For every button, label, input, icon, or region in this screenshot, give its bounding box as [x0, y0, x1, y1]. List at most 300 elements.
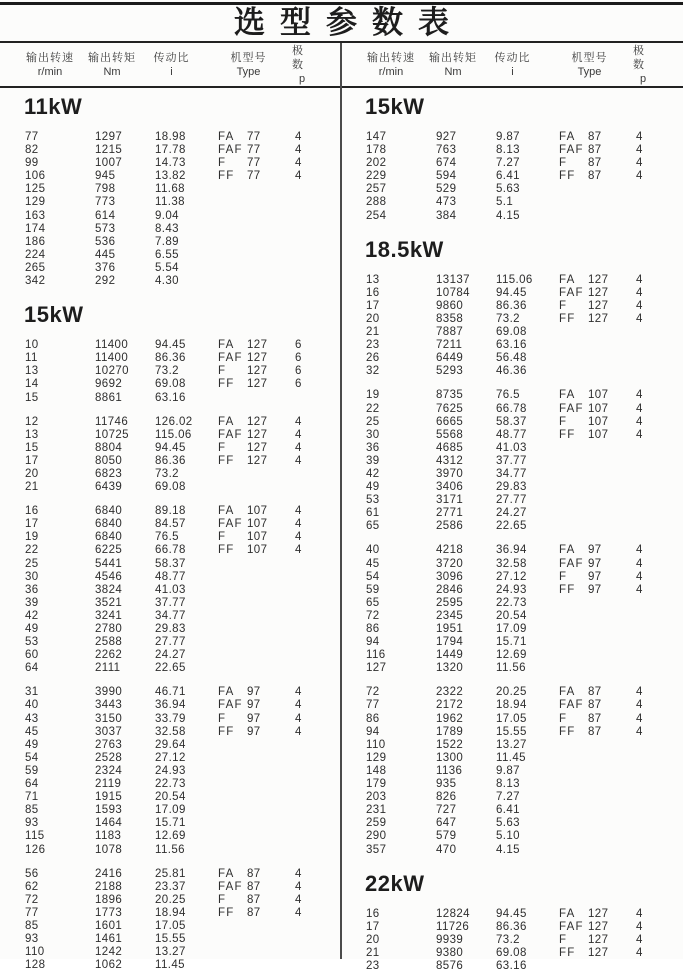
cell-output-speed: 65: [366, 596, 380, 609]
cell-output-torque: 773: [95, 196, 116, 209]
cell-output-torque: 2780: [95, 623, 123, 635]
cell-type: [218, 946, 295, 959]
table-row: [0, 249, 341, 262]
cell-ratio: 36.94: [496, 544, 527, 557]
type-code: [559, 765, 588, 778]
cell-poles: 4: [636, 299, 643, 312]
cell-type: [218, 468, 295, 481]
cell-poles: 4: [295, 505, 302, 518]
cell-type: [559, 507, 636, 520]
cell-output-speed: 65: [366, 520, 380, 533]
cell-poles: 4: [636, 699, 643, 712]
cell-type: [559, 686, 636, 699]
cell-output-torque: 573: [95, 222, 116, 235]
cell-output-speed: 12: [25, 415, 39, 428]
cell-output-speed: 25: [25, 557, 39, 570]
table-row: [0, 713, 341, 726]
cell-ratio: 37.77: [155, 596, 186, 609]
type-size: 127: [247, 428, 268, 441]
cell-output-torque: 1215: [95, 144, 123, 157]
table-row: [341, 274, 683, 287]
type-code: [218, 183, 247, 196]
type-code: FA: [218, 686, 235, 699]
table-row: [341, 726, 683, 739]
table-row: [341, 571, 683, 584]
table-row: [341, 739, 683, 752]
cell-output-torque: 1136: [436, 764, 463, 777]
cell-output-torque: 935: [436, 778, 457, 791]
cell-ratio: 36.94: [155, 699, 186, 712]
cell-output-speed: 49: [366, 481, 380, 494]
cell-type: [218, 804, 295, 817]
cell-type: [559, 183, 636, 196]
header-output-speed: 输出转速 r/min: [26, 52, 74, 78]
cell-type: [559, 520, 636, 533]
cell-type: [218, 544, 295, 557]
cell-type: [218, 455, 295, 468]
table-row: [0, 791, 341, 804]
cell-output-torque: 3720: [436, 557, 464, 570]
cell-type: [218, 558, 295, 571]
cell-ratio: 46.71: [155, 686, 186, 699]
cell-poles: [295, 597, 315, 610]
table-row: [0, 262, 341, 275]
cell-output-torque: 5568: [436, 428, 464, 441]
cell-output-torque: 1522: [436, 738, 464, 751]
cell-ratio: 76.5: [155, 531, 179, 544]
header-ratio: 传动比 i: [153, 52, 190, 78]
type-code: FAF: [559, 699, 584, 712]
table-row: [341, 623, 683, 636]
cell-poles: [295, 920, 315, 933]
cell-type: [218, 339, 295, 352]
cell-output-torque: 4685: [436, 441, 464, 454]
table-row: [0, 223, 341, 236]
cell-poles: [636, 778, 656, 791]
cell-type: [218, 662, 295, 675]
cell-output-speed: 288: [366, 196, 387, 209]
cell-output-torque: 5441: [95, 557, 123, 570]
table-row: [0, 378, 341, 391]
cell-output-speed: 203: [366, 791, 387, 804]
cell-type: [218, 223, 295, 236]
type-code: [559, 636, 588, 649]
cell-output-torque: 8576: [436, 959, 464, 972]
cell-poles: [295, 223, 315, 236]
type-code: FF: [559, 583, 576, 596]
cell-output-speed: 85: [25, 919, 39, 932]
table-row: [341, 830, 683, 843]
cell-output-speed: 32: [366, 365, 380, 378]
table-row: [341, 558, 683, 571]
cell-output-speed: 61: [366, 507, 380, 520]
cell-ratio: 33.79: [155, 712, 186, 725]
cell-output-speed: 15: [25, 441, 39, 454]
cell-poles: [295, 558, 315, 571]
table-row: [341, 662, 683, 675]
cell-ratio: 12.69: [496, 649, 527, 662]
table-row: [341, 339, 683, 352]
cell-output-torque: 8050: [95, 454, 123, 467]
cell-type: [559, 481, 636, 494]
type-code: [559, 830, 588, 843]
table-row: [0, 686, 341, 699]
cell-type: [218, 518, 295, 531]
cell-output-torque: 2322: [436, 686, 464, 699]
cell-output-speed: 82: [25, 144, 39, 157]
cell-type: [559, 571, 636, 584]
type-code: [218, 571, 247, 584]
cell-output-torque: 3406: [436, 481, 464, 494]
cell-poles: [295, 946, 315, 959]
cell-output-speed: 20: [366, 933, 380, 946]
cell-poles: 4: [636, 725, 643, 738]
table-row: [0, 739, 341, 752]
cell-type: [218, 726, 295, 739]
cell-output-torque: 3241: [95, 609, 123, 622]
gear-ratio-block: [0, 868, 341, 973]
cell-poles: [295, 481, 315, 494]
cell-output-torque: 4546: [95, 570, 123, 583]
cell-poles: 4: [295, 699, 302, 712]
cell-poles: 4: [295, 441, 302, 454]
cell-output-speed: 125: [25, 183, 46, 196]
cell-ratio: 22.73: [155, 778, 186, 791]
cell-output-torque: 536: [95, 235, 116, 248]
table-row: [0, 868, 341, 881]
cell-output-torque: 10784: [436, 286, 470, 299]
type-code: [559, 649, 588, 662]
table-row: [341, 584, 683, 597]
cell-ratio: 9.04: [155, 209, 179, 222]
cell-poles: [636, 196, 656, 209]
cell-ratio: 27.12: [155, 751, 186, 764]
cell-type: [559, 144, 636, 157]
cell-type: [559, 403, 636, 416]
cell-ratio: 86.36: [155, 352, 186, 365]
cell-poles: [295, 752, 315, 765]
cell-ratio: 6.41: [496, 804, 520, 817]
cell-poles: 4: [636, 920, 643, 933]
cell-output-torque: 3970: [436, 467, 464, 480]
cell-ratio: 13.27: [496, 738, 527, 751]
cell-output-speed: 116: [366, 649, 386, 662]
cell-ratio: 94.45: [496, 286, 527, 299]
cell-poles: 4: [295, 867, 302, 880]
cell-poles: 4: [636, 712, 643, 725]
table-row: [341, 934, 683, 947]
cell-type: [218, 429, 295, 442]
cell-output-speed: 30: [366, 428, 380, 441]
cell-ratio: 34.77: [496, 467, 527, 480]
cell-output-speed: 115: [25, 830, 45, 843]
cell-type: [218, 275, 295, 288]
cell-output-speed: 16: [25, 505, 39, 518]
cell-ratio: 20.54: [496, 609, 527, 622]
table-row: [0, 830, 341, 843]
cell-ratio: 29.83: [155, 623, 186, 635]
type-code: [559, 520, 588, 533]
type-code: [218, 959, 247, 972]
type-size: 87: [588, 686, 602, 699]
cell-ratio: 7.27: [496, 791, 520, 804]
type-size: 127: [588, 920, 609, 933]
cell-output-speed: 224: [25, 248, 46, 261]
cell-type: [559, 157, 636, 170]
table-row: [0, 804, 341, 817]
cell-poles: [636, 507, 656, 520]
cell-output-speed: 163: [25, 209, 46, 222]
cell-poles: 4: [636, 933, 643, 946]
cell-ratio: 20.25: [496, 686, 527, 699]
cell-output-speed: 16: [366, 286, 380, 299]
table-row: [341, 455, 683, 468]
table-row: [341, 686, 683, 699]
cell-type: [559, 558, 636, 571]
type-code: [218, 623, 247, 636]
type-code: [218, 275, 247, 288]
cell-output-torque: 647: [436, 817, 457, 830]
cell-ratio: 13.27: [155, 946, 186, 959]
cell-output-speed: 49: [25, 738, 39, 751]
cell-ratio: 8.13: [496, 778, 520, 791]
cell-type: [559, 623, 636, 636]
cell-ratio: 76.5: [496, 389, 520, 402]
type-size: 127: [588, 299, 609, 312]
table-row: [341, 429, 683, 442]
cell-output-speed: 36: [366, 441, 380, 454]
cell-output-torque: 1962: [436, 712, 464, 725]
cell-poles: 4: [295, 144, 302, 157]
cell-ratio: 18.98: [155, 131, 186, 143]
cell-ratio: 17.78: [155, 144, 186, 157]
table-row: [341, 144, 683, 157]
cell-type: [218, 365, 295, 378]
type-size: 87: [588, 170, 602, 183]
type-code: [559, 804, 588, 817]
type-code: F: [559, 570, 568, 583]
table-header-left: [0, 44, 341, 86]
type-size: 97: [247, 699, 261, 712]
type-code: FAF: [559, 286, 584, 299]
cell-poles: [295, 571, 315, 584]
cell-output-torque: 8861: [95, 391, 123, 404]
type-code: [218, 778, 247, 791]
cell-output-torque: 1951: [436, 623, 464, 635]
table-row: [0, 558, 341, 571]
cell-type: [218, 920, 295, 933]
cell-ratio: 8.13: [496, 144, 520, 157]
table-row: [341, 287, 683, 300]
type-code: FA: [559, 907, 576, 920]
table-row: [0, 765, 341, 778]
cell-ratio: 86.36: [496, 299, 527, 312]
cell-poles: [295, 830, 315, 843]
type-size: 127: [588, 286, 609, 299]
cell-ratio: 73.2: [155, 365, 179, 378]
cell-type: [559, 726, 636, 739]
gear-ratio-block: [0, 339, 341, 404]
cell-poles: [636, 610, 656, 623]
cell-type: [559, 468, 636, 481]
cell-output-torque: 6823: [95, 467, 123, 480]
cell-poles: [295, 765, 315, 778]
table-row: [0, 416, 341, 429]
cell-type: [559, 844, 636, 857]
type-code: [218, 844, 247, 857]
cell-output-torque: 1078: [95, 843, 123, 856]
cell-poles: 4: [295, 725, 302, 738]
table-row: [341, 844, 683, 857]
type-code: [559, 752, 588, 765]
table-row: [341, 947, 683, 960]
cell-output-speed: 54: [25, 751, 39, 764]
cell-poles: [636, 494, 656, 507]
cell-output-torque: 674: [436, 157, 457, 170]
cell-type: [559, 817, 636, 830]
type-code: [559, 455, 588, 468]
cell-poles: 4: [295, 428, 302, 441]
cell-output-torque: 473: [436, 196, 457, 209]
cell-output-torque: 445: [95, 248, 116, 261]
cell-type: [218, 713, 295, 726]
cell-type: [559, 921, 636, 934]
type-code: [218, 765, 247, 778]
cell-output-speed: 77: [25, 906, 39, 919]
type-code: FF: [218, 378, 235, 391]
type-code: FA: [218, 505, 235, 518]
cell-output-speed: 229: [366, 170, 387, 183]
cell-output-speed: 17: [366, 299, 380, 312]
cell-output-speed: 178: [366, 144, 387, 157]
cell-ratio: 86.36: [496, 920, 527, 933]
type-code: [218, 236, 247, 249]
cell-output-speed: 53: [366, 494, 380, 507]
cell-poles: 6: [295, 352, 302, 365]
cell-poles: [636, 520, 656, 533]
cell-poles: 4: [636, 144, 643, 157]
type-code: FA: [218, 131, 235, 143]
cell-output-torque: 2416: [95, 867, 123, 880]
cell-ratio: 14.73: [155, 157, 186, 170]
cell-output-torque: 6225: [95, 544, 123, 557]
header-output-torque: 输出转矩 Nm: [429, 52, 477, 78]
type-size: 87: [247, 893, 261, 906]
cell-poles: 6: [295, 365, 302, 378]
type-size: 127: [588, 273, 609, 286]
cell-output-speed: 93: [25, 933, 39, 946]
cell-output-torque: 1789: [436, 725, 464, 738]
cell-type: [559, 778, 636, 791]
cell-ratio: 5.63: [496, 817, 520, 830]
cell-poles: 4: [636, 686, 643, 699]
cell-poles: 6: [295, 378, 302, 391]
cell-poles: [295, 584, 315, 597]
power-section: [0, 302, 341, 972]
cell-output-speed: 11: [25, 352, 38, 365]
cell-output-speed: 147: [366, 131, 387, 143]
type-size: 107: [588, 428, 609, 441]
gear-ratio-block: [341, 908, 683, 973]
cell-type: [559, 210, 636, 223]
type-code: [559, 196, 588, 209]
type-size: 127: [588, 946, 609, 959]
type-size: 77: [247, 144, 261, 157]
cell-poles: 4: [295, 686, 302, 699]
type-size: 127: [247, 365, 268, 378]
cell-output-speed: 179: [366, 778, 387, 791]
cell-output-torque: 384: [436, 209, 457, 222]
cell-output-torque: 2588: [95, 636, 123, 649]
cell-output-torque: 2595: [436, 596, 464, 609]
gear-ratio-block: [341, 686, 683, 856]
gear-ratio-block: [0, 505, 341, 675]
cell-type: [559, 830, 636, 843]
table-row: [0, 623, 341, 636]
cell-poles: [295, 210, 315, 223]
table-row: [0, 339, 341, 352]
type-size: 127: [588, 312, 609, 325]
cell-type: [218, 623, 295, 636]
cell-poles: [295, 249, 315, 262]
cell-output-torque: 9692: [95, 378, 123, 391]
cell-output-torque: 12824: [436, 907, 470, 920]
type-size: 107: [247, 505, 268, 518]
table-row: [341, 649, 683, 662]
right-column: [341, 88, 683, 972]
table-row: [341, 610, 683, 623]
cell-ratio: 11.45: [155, 959, 185, 972]
type-code: F: [559, 415, 568, 428]
cell-output-torque: 1773: [95, 906, 123, 919]
type-size: 127: [247, 339, 268, 352]
type-code: [218, 817, 247, 830]
table-row: [341, 170, 683, 183]
cell-poles: 4: [636, 907, 643, 920]
cell-output-speed: 126: [25, 843, 46, 856]
type-code: FF: [559, 428, 576, 441]
cell-type: [559, 365, 636, 378]
cell-output-speed: 86: [366, 712, 380, 725]
cell-ratio: 22.65: [155, 662, 186, 675]
cell-output-torque: 945: [95, 170, 116, 183]
cell-output-speed: 49: [25, 623, 39, 635]
cell-type: [218, 752, 295, 765]
cell-poles: [295, 610, 315, 623]
table-row: [0, 365, 341, 378]
gear-ratio-block: [341, 274, 683, 379]
cell-ratio: 63.16: [496, 339, 527, 352]
type-code: [218, 481, 247, 494]
type-size: 107: [247, 531, 268, 544]
cell-output-torque: 614: [95, 209, 116, 222]
cell-type: [559, 494, 636, 507]
type-size: 107: [247, 518, 268, 531]
type-code: FAF: [218, 144, 243, 157]
cell-type: [559, 389, 636, 402]
cell-type: [218, 505, 295, 518]
type-code: FAF: [218, 428, 243, 441]
cell-output-torque: 1320: [436, 662, 464, 675]
table-row: [0, 518, 341, 531]
cell-type: [218, 636, 295, 649]
cell-output-speed: 23: [366, 339, 380, 352]
cell-poles: [636, 455, 656, 468]
cell-poles: 4: [636, 415, 643, 428]
type-code: [559, 778, 588, 791]
cell-output-torque: 7625: [436, 402, 464, 415]
table-row: [0, 907, 341, 920]
